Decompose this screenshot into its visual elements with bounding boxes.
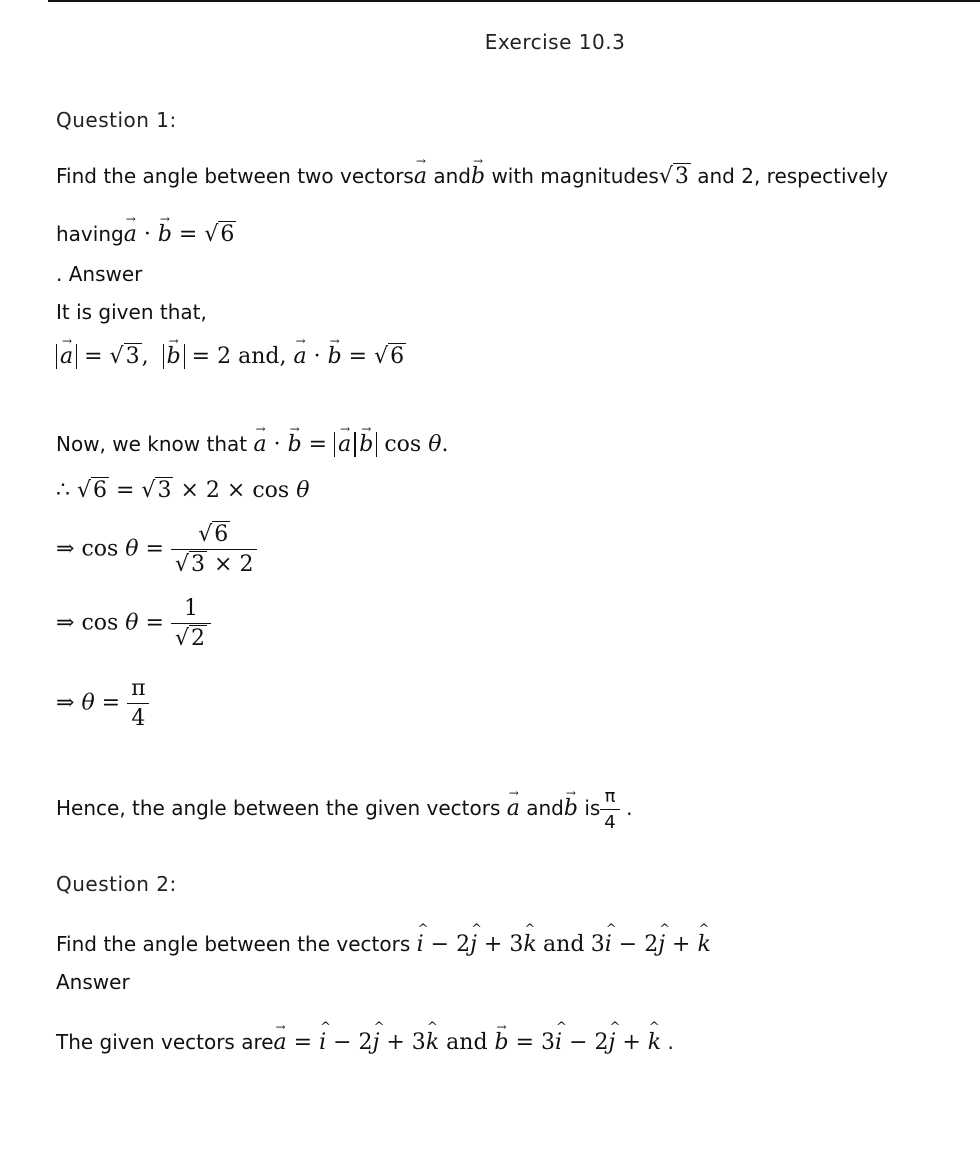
step-3-equation: ⇒ cos θ = $\frac{1}{√2}$	[56, 596, 211, 651]
step-4-equation: ⇒ θ = $\frac{\pi}{4}$	[56, 676, 150, 731]
question-1-prompt-condition: having→ a · → b = √6	[56, 222, 236, 247]
step-1-equation: ∴ √6 = √3 × 2 × cos θ	[56, 478, 310, 503]
question-1-prompt: Find the angle between two vectors→ a and→ b with magnitudes√3 and 2, respectively	[56, 164, 888, 189]
answer-label: Answer	[56, 970, 130, 994]
top-rule	[48, 0, 980, 2]
answer-label: . Answer	[56, 262, 143, 286]
question-1-heading: Question 1:	[56, 108, 177, 132]
question-2-heading: Question 2:	[56, 872, 177, 896]
question-1-conclusion: Hence, the angle between the given vectors → a and→ b is $\frac{\pi}{4}$ .	[56, 786, 632, 833]
question-2-prompt: Find the angle between the vectors ^ i − 2^ j + 3^ k and 3^ i − 2^ j + ^ k	[56, 932, 711, 957]
dot-product-formula: Now, we know that → a · → b = → a→ b cos θ.	[56, 432, 448, 457]
page-title: Exercise 10.3	[484, 30, 626, 54]
step-2-equation: ⇒ cos θ = $\frac{√6}{√3 \times 2}$	[56, 522, 257, 577]
given-values-equation: → a = √3, → b = 2 and, → a · → b = √6	[56, 344, 406, 369]
given-statement: It is given that,	[56, 300, 207, 324]
question-2-given-vectors: The given vectors are→ a = ^ i − 2^ j + 3^ k and → b = 3^ i − 2^ j + ^ k .	[56, 1030, 674, 1055]
